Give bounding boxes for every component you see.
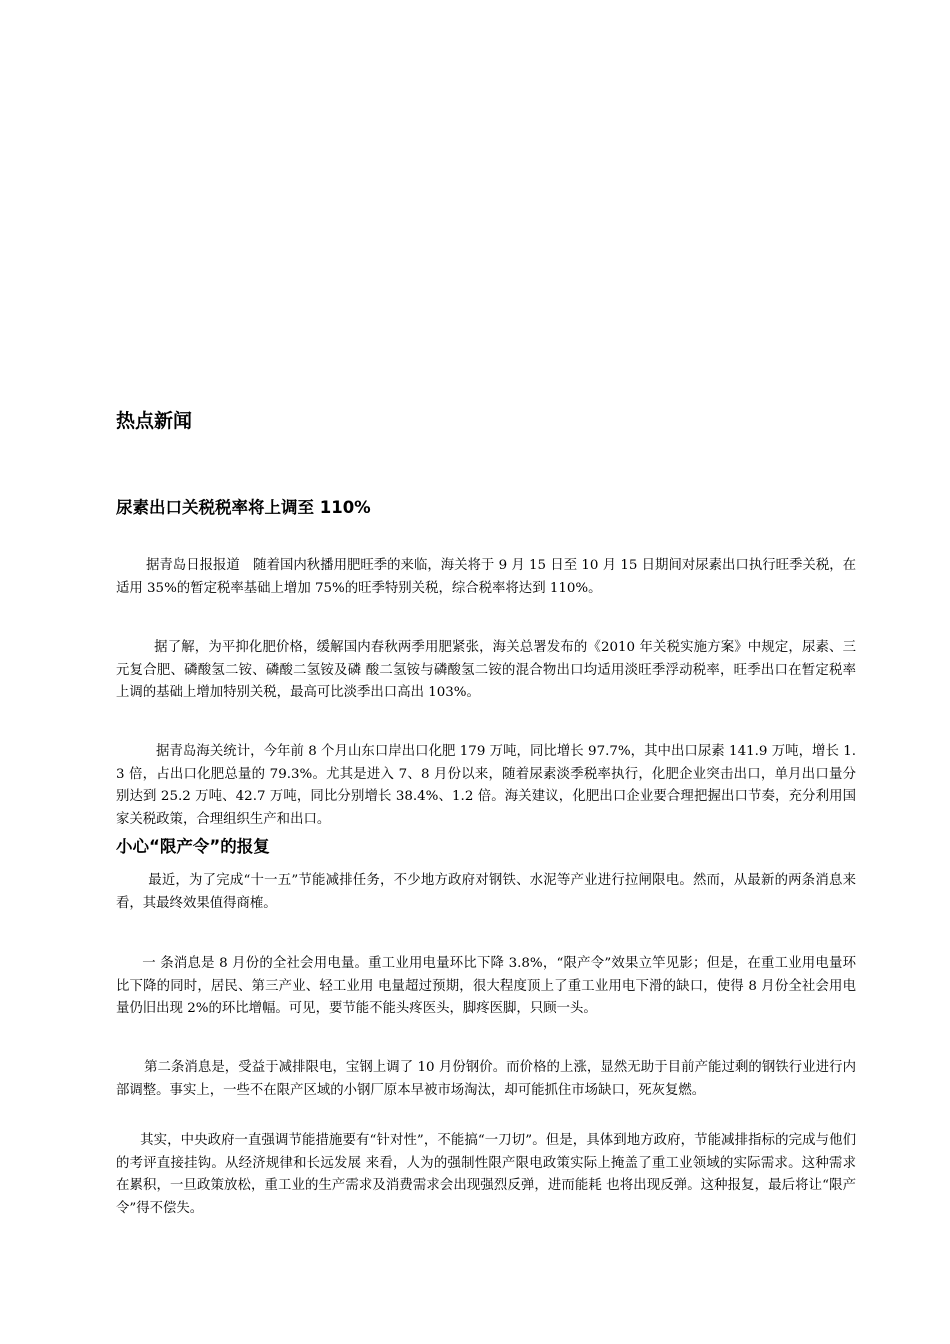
article-paragraph: 一 条消息是 8 月份的全社会用电量。重工业用电量环比下降 3.8%，“限产令”效果立竿见影；但是，在重工业用电量环比下降的同时，居民、第三产业、轻工业用 电量超过预期，很大程度顶上了重工业用电下滑的缺口，使得 8 月份全社会用电量仍旧出现 2%的环比增幅。可见，要节能不能头疼医头，脚疼医脚，只顾一头。	[116, 956, 856, 1017]
article-title-urea-export-tariff: 尿素出口关税税率将上调至 110%	[116, 498, 371, 517]
article-title-production-limit: 小心“限产令”的报复	[116, 837, 270, 856]
article-paragraph: 其实，中央政府一直强调节能措施要有“针对性”，不能搞“一刀切”。但是，具体到地方政府，节能减排指标的完成与他们的考评直接挂钩。从经济规律和长远发展 来看，人为的强制性限产限电政策实际上掩盖了重工业领域的实际需求。这种需求在累积，一旦政策放松，重工业的生产需求及消费需求会出现强烈反弹，进而能耗 也将出现反弹。这种报复，最后将让“限产令”得不偿失。	[116, 1133, 856, 1217]
section-title: 热点新闻	[116, 410, 193, 432]
article-paragraph: 据了解，为平抑化肥价格，缓解国内春秋两季用肥紧张，海关总署发布的《2010 年关税实施方案》中规定，尿素、三元复合肥、磷酸氢二铵、磷酸二氢铵及磷 酸二氢铵与磷酸氢二铵的混合物出口均适用淡旺季浮动税率，旺季出口在暂定税率上调的基础上增加特别关税，最高可比淡季出口高出 103%。	[116, 640, 856, 701]
article-paragraph: 据青岛日报报道 随着国内秋播用肥旺季的来临，海关将于 9 月 15 日至 10 月 15 日期间对尿素出口执行旺季关税，在适用 35%的暂定税率基础上增加 75%的旺季特别关税，综合税率将达到 110%。	[116, 558, 856, 596]
article-paragraph: 最近，为了完成“十一五”节能减排任务，不少地方政府对钢铁、水泥等产业进行拉闸限电。然而，从最新的两条消息来看，其最终效果值得商榷。	[116, 873, 856, 911]
article-paragraph: 第二条消息是，受益于减排限电，宝钢上调了 10 月份钢价。而价格的上涨，显然无助于目前产能过剩的钢铁行业进行内部调整。事实上，一些不在限产区域的小钢厂原本早被市场淘汰，却可能抓住市场缺口，死灰复燃。	[116, 1060, 856, 1098]
article-paragraph: 据青岛海关统计，今年前 8 个月山东口岸出口化肥 179 万吨，同比增长 97.7%，其中出口尿素 141.9 万吨，增长 1.3 倍，占出口化肥总量的 79.3%。尤其是进入 7、8 月份以来，随着尿素淡季税率执行，化肥企业突击出口，单月出口量分别达到 25.2 万吨、42.7 万吨，同比分别增长 38.4%、1.2 倍。海关建议，化肥出口企业要合理把握出口节奏，充分利用国家关税政策，合理组织生产和出口。	[116, 744, 856, 828]
